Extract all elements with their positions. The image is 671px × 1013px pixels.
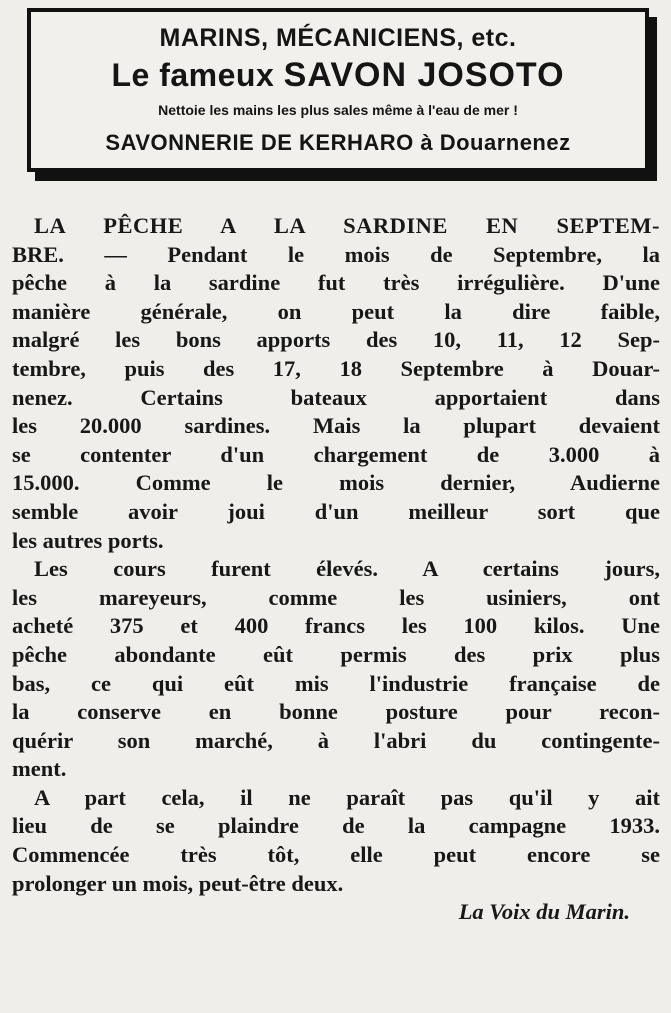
article-line: acheté 375 et 400 francs les 100 kilos. Une <box>12 613 660 639</box>
article-line: prolonger un mois, peut-être deux. <box>12 870 344 896</box>
article-line: A part cela, il ne paraît pas qu'il y ait <box>34 784 660 810</box>
article-line: Commencée très tôt, elle peut encore se <box>12 842 660 868</box>
article-line: BRE. — Pendant le mois de Septembre, la <box>12 241 660 267</box>
article-line: lieu de se plaindre de la campagne 1933. <box>12 813 660 839</box>
article-sardine-fishing <box>12 212 660 927</box>
article-line: les 20.000 sardines. Mais la plupart devaient <box>12 413 660 439</box>
ad-company: SAVONNERIE DE KERHARO à Douarnenez <box>105 130 571 155</box>
ad-tagline: Nettoie les mains les plus sales même à l'eau de mer ! <box>158 102 518 118</box>
ad-product-prefix: Le fameux <box>111 57 284 93</box>
article-signature: La Voix du Marin. <box>458 899 630 925</box>
ad-product-line <box>31 56 645 95</box>
article-line: la conserve en bonne posture pour recon- <box>12 699 660 725</box>
article-line: pêche abondante eût permis des prix plus <box>12 641 660 667</box>
soap-advertisement <box>27 8 649 172</box>
article-line: tembre, puis des 17, 18 Septembre à Douar- <box>12 355 660 381</box>
ad-headline: MARINS, MÉCANICIENS, etc. <box>159 24 517 52</box>
article-line: ment. <box>12 756 67 782</box>
article-line: manière générale, on peut la dire faible, <box>12 298 660 324</box>
article-line: se contenter d'un chargement de 3.000 à <box>12 441 660 467</box>
ad-brand-name: SAVON JOSOTO <box>283 56 565 94</box>
article-line: 15.000. Comme le mois dernier, Audierne <box>12 470 660 496</box>
article-line: pêche à la sardine fut très irrégulière. D'une <box>12 270 660 296</box>
article-line: nenez. Certains bateaux apportaient dans <box>12 384 660 410</box>
article-line: les autres ports. <box>12 527 164 553</box>
article-line: malgré les bons apports des 10, 11, 12 Sep- <box>12 327 660 353</box>
article-line: LA PÊCHE A LA SARDINE EN SEPTEM- <box>34 213 660 238</box>
article-line: les mareyeurs, comme les usiniers, ont <box>12 584 660 610</box>
article-line: Les cours furent élevés. A certains jours, <box>34 556 660 582</box>
article-line: quérir son marché, à l'abri du contingente- <box>12 727 660 753</box>
article-line: semble avoir joui d'un meilleur sort que <box>12 498 660 524</box>
article-line: bas, ce qui eût mis l'industrie française de <box>12 670 660 696</box>
